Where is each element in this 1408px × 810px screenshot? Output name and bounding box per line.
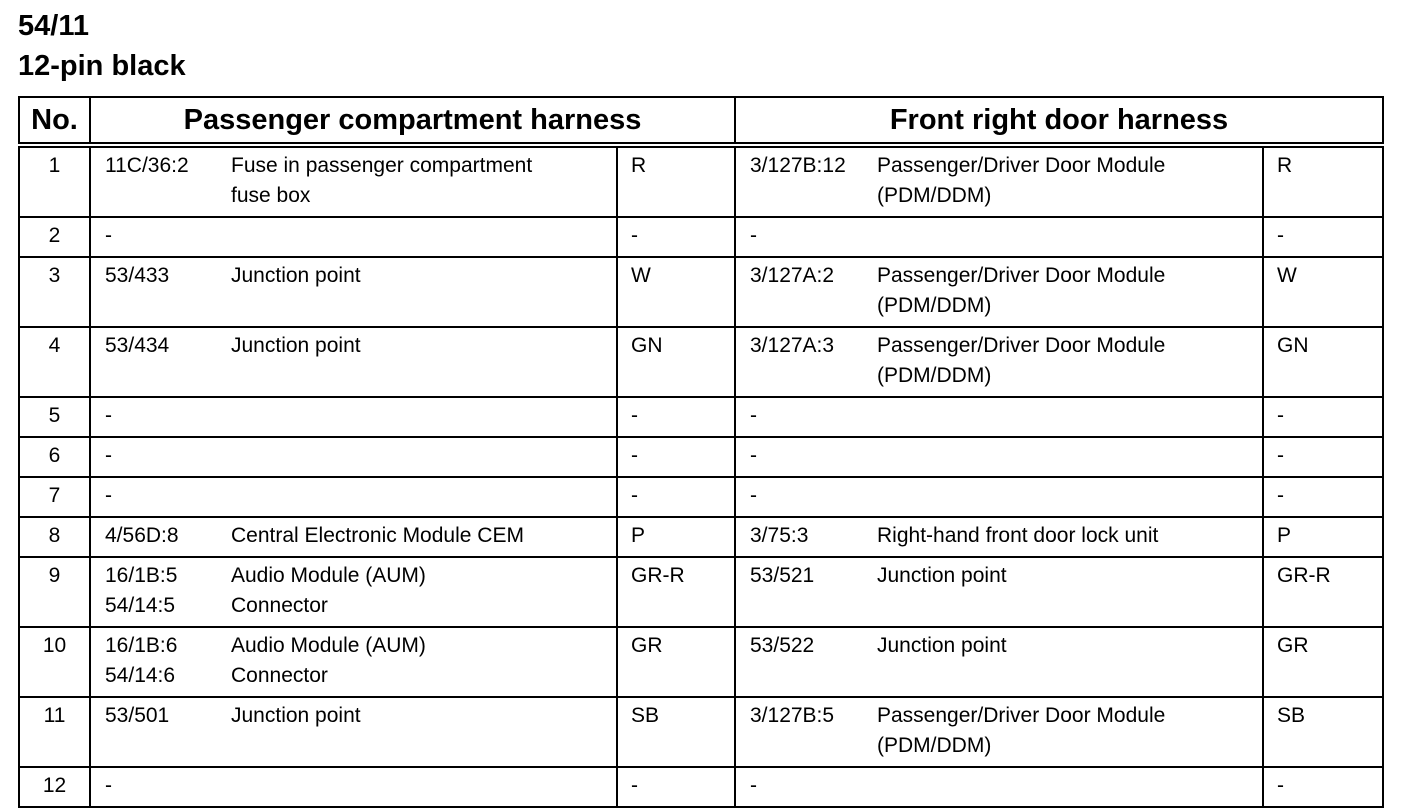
door-description-line: Passenger/Driver Door Module xyxy=(877,704,1166,727)
passenger-description xyxy=(231,627,617,697)
pin-number: 6 xyxy=(19,437,90,477)
door-description xyxy=(877,477,1263,517)
connector-type-title: 12-pin black xyxy=(18,50,186,82)
table-row xyxy=(19,557,1383,627)
passenger-pin-code-line: 54/14:5 xyxy=(105,594,176,617)
door-wire-color: GR-R xyxy=(1263,557,1383,627)
door-pin-code xyxy=(735,257,877,327)
pin-number: 12 xyxy=(19,767,90,807)
passenger-pin-code-line: - xyxy=(105,444,112,467)
passenger-pin-code xyxy=(90,257,231,327)
passenger-description-line: Connector xyxy=(231,664,328,687)
passenger-wire-color: P xyxy=(617,517,735,557)
passenger-wire-color: GR-R xyxy=(617,557,735,627)
door-description-line: (PDM/DDM) xyxy=(877,294,992,317)
door-pin-code xyxy=(735,437,877,477)
passenger-pin-code-line: - xyxy=(105,774,112,797)
door-description-line: Passenger/Driver Door Module xyxy=(877,334,1166,357)
door-pin-code-line: 3/127B:5 xyxy=(750,704,835,727)
table-row xyxy=(19,517,1383,557)
passenger-description-line: Fuse in passenger compartment xyxy=(231,154,533,177)
door-pin-code-line: 53/521 xyxy=(750,564,815,587)
table-row xyxy=(19,437,1383,477)
pin-number: 8 xyxy=(19,517,90,557)
pin-number: 4 xyxy=(19,327,90,397)
passenger-description-line: Junction point xyxy=(231,264,361,287)
pin-number: 3 xyxy=(19,257,90,327)
passenger-description-line: Junction point xyxy=(231,704,361,727)
door-pin-code-line: - xyxy=(750,444,757,467)
passenger-pin-code-line: 16/1B:5 xyxy=(105,564,178,587)
passenger-wire-color: SB xyxy=(617,697,735,767)
pin-number: 11 xyxy=(19,697,90,767)
table-row xyxy=(19,697,1383,767)
passenger-description xyxy=(231,517,617,557)
passenger-pin-code xyxy=(90,397,231,437)
door-description-line: (PDM/DDM) xyxy=(877,734,992,757)
pin-table xyxy=(18,96,1384,808)
door-description xyxy=(877,327,1263,397)
door-description-line: Passenger/Driver Door Module xyxy=(877,154,1166,177)
passenger-pin-code-line: 53/434 xyxy=(105,334,170,357)
door-pin-code xyxy=(735,697,877,767)
passenger-pin-code xyxy=(90,145,231,217)
door-description xyxy=(877,397,1263,437)
table-row xyxy=(19,627,1383,697)
passenger-pin-code xyxy=(90,697,231,767)
door-wire-color: P xyxy=(1263,517,1383,557)
door-wire-color: - xyxy=(1263,767,1383,807)
door-pin-code xyxy=(735,145,877,217)
passenger-pin-code xyxy=(90,217,231,257)
passenger-description-line: fuse box xyxy=(231,184,311,207)
door-wire-color: SB xyxy=(1263,697,1383,767)
passenger-pin-code-line: - xyxy=(105,484,112,507)
passenger-pin-code-line: 53/433 xyxy=(105,264,170,287)
door-description-line: (PDM/DDM) xyxy=(877,364,992,387)
passenger-pin-code xyxy=(90,557,231,627)
passenger-description xyxy=(231,217,617,257)
passenger-pin-code-line: 4/56D:8 xyxy=(105,524,179,547)
table-row xyxy=(19,327,1383,397)
passenger-description-line: Audio Module (AUM) xyxy=(231,634,426,657)
passenger-wire-color: - xyxy=(617,477,735,517)
passenger-wire-color: R xyxy=(617,145,735,217)
door-pin-code-line: 3/127A:3 xyxy=(750,334,835,357)
door-pin-code-line: 3/127A:2 xyxy=(750,264,835,287)
header-no: No. xyxy=(19,97,90,145)
passenger-pin-code-line: 54/14:6 xyxy=(105,664,176,687)
passenger-description xyxy=(231,767,617,807)
door-description xyxy=(877,557,1263,627)
pin-number: 10 xyxy=(19,627,90,697)
passenger-description xyxy=(231,397,617,437)
door-description xyxy=(877,697,1263,767)
table-row xyxy=(19,217,1383,257)
door-pin-code-line: 3/127B:12 xyxy=(750,154,846,177)
passenger-wire-color: GR xyxy=(617,627,735,697)
header-passenger-harness: Passenger compartment harness xyxy=(90,97,735,145)
passenger-pin-code xyxy=(90,437,231,477)
passenger-pin-code xyxy=(90,767,231,807)
passenger-description xyxy=(231,697,617,767)
door-wire-color: - xyxy=(1263,477,1383,517)
table-row xyxy=(19,397,1383,437)
passenger-description xyxy=(231,257,617,327)
door-description xyxy=(877,767,1263,807)
door-description-line: Passenger/Driver Door Module xyxy=(877,264,1166,287)
pin-number: 5 xyxy=(19,397,90,437)
door-pin-code xyxy=(735,517,877,557)
table-row xyxy=(19,477,1383,517)
door-pin-code-line: - xyxy=(750,404,757,427)
pin-number: 2 xyxy=(19,217,90,257)
door-wire-color: R xyxy=(1263,145,1383,217)
connector-id-title: 54/11 xyxy=(18,10,89,42)
door-pin-code xyxy=(735,557,877,627)
table-header-row xyxy=(19,97,1383,145)
door-wire-color: GR xyxy=(1263,627,1383,697)
pin-number: 9 xyxy=(19,557,90,627)
passenger-description-line: Junction point xyxy=(231,334,361,357)
door-description-line: (PDM/DDM) xyxy=(877,184,992,207)
passenger-wire-color: - xyxy=(617,437,735,477)
door-wire-color: W xyxy=(1263,257,1383,327)
door-description xyxy=(877,257,1263,327)
passenger-wire-color: GN xyxy=(617,327,735,397)
passenger-description xyxy=(231,145,617,217)
door-description-line: Junction point xyxy=(877,564,1007,587)
passenger-description-line: Connector xyxy=(231,594,328,617)
door-pin-code-line: 53/522 xyxy=(750,634,815,657)
passenger-wire-color: - xyxy=(617,767,735,807)
passenger-pin-code xyxy=(90,477,231,517)
door-description xyxy=(877,437,1263,477)
passenger-description xyxy=(231,557,617,627)
header-door-harness: Front right door harness xyxy=(735,97,1383,145)
passenger-pin-code-line: 53/501 xyxy=(105,704,170,727)
passenger-description xyxy=(231,477,617,517)
door-description-line: Junction point xyxy=(877,634,1007,657)
pin-number: 1 xyxy=(19,145,90,217)
passenger-pin-code-line: 16/1B:6 xyxy=(105,634,178,657)
door-pin-code-line: 3/75:3 xyxy=(750,524,809,547)
passenger-wire-color: W xyxy=(617,257,735,327)
passenger-pin-code xyxy=(90,517,231,557)
passenger-description-line: Audio Module (AUM) xyxy=(231,564,426,587)
door-pin-code-line: - xyxy=(750,484,757,507)
door-pin-code xyxy=(735,627,877,697)
pin-number: 7 xyxy=(19,477,90,517)
door-description xyxy=(877,517,1263,557)
door-pin-code xyxy=(735,767,877,807)
passenger-pin-code xyxy=(90,627,231,697)
door-pin-code xyxy=(735,327,877,397)
door-wire-color: - xyxy=(1263,397,1383,437)
table-row xyxy=(19,145,1383,217)
passenger-pin-code xyxy=(90,327,231,397)
door-pin-code xyxy=(735,217,877,257)
passenger-wire-color: - xyxy=(617,217,735,257)
door-pin-code-line: - xyxy=(750,774,757,797)
passenger-pin-code-line: - xyxy=(105,224,112,247)
door-pin-code-line: - xyxy=(750,224,757,247)
door-wire-color: - xyxy=(1263,217,1383,257)
door-pin-code xyxy=(735,397,877,437)
door-description xyxy=(877,145,1263,217)
door-description xyxy=(877,627,1263,697)
passenger-description xyxy=(231,327,617,397)
door-pin-code xyxy=(735,477,877,517)
passenger-pin-code-line: - xyxy=(105,404,112,427)
passenger-pin-code-line: 11C/36:2 xyxy=(105,154,189,177)
table-row xyxy=(19,257,1383,327)
passenger-wire-color: - xyxy=(617,397,735,437)
door-description xyxy=(877,217,1263,257)
door-wire-color: - xyxy=(1263,437,1383,477)
table-body xyxy=(19,145,1383,807)
passenger-description-line: Central Electronic Module CEM xyxy=(231,524,524,547)
door-wire-color: GN xyxy=(1263,327,1383,397)
table-row xyxy=(19,767,1383,807)
passenger-description xyxy=(231,437,617,477)
door-description-line: Right-hand front door lock unit xyxy=(877,524,1159,547)
